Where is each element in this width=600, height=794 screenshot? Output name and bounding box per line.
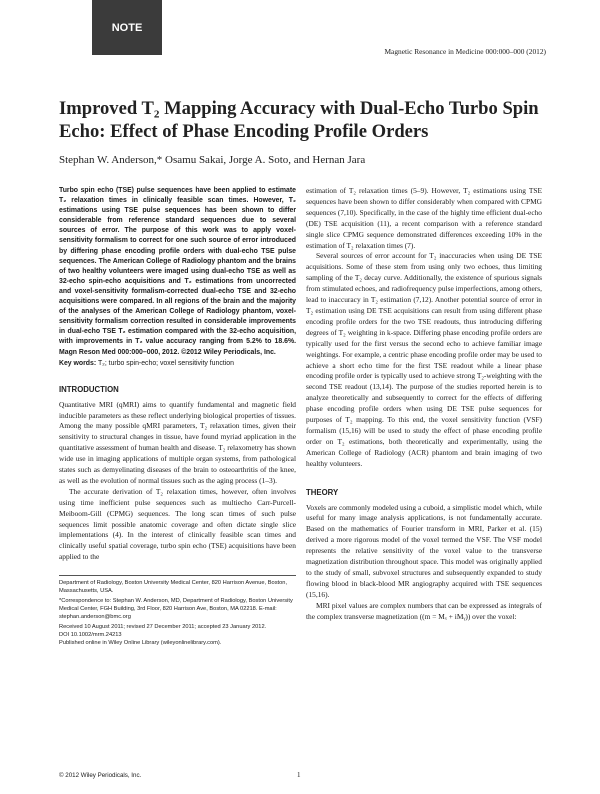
keywords-text: T₂; turbo spin-echo; voxel sensitivity function	[96, 359, 234, 367]
author-list: Stephan W. Anderson,* Osamu Sakai, Jorge A. Soto, and Hernan Jara	[59, 154, 366, 166]
section-heading-theory: THEORY	[306, 487, 339, 497]
article-title: Improved T₂ Mapping Accuracy with Dual-Echo Turbo Spin Echo: Effect of Phase Encoding Profile Orders	[59, 98, 539, 142]
doi: DOI 10.1002/mrm.24213	[59, 632, 122, 639]
footnote-divider	[59, 575, 296, 576]
abstract: Turbo spin echo (TSE) pulse sequences have been applied to estimate T₂ relaxation times in clinically feasible scan times. However, T₂ estimations using TSE pulse sequences has been shown to differ considerable from reference standard sequences due to several sources of error. The purpose of this work was to apply voxel-sensitivity formalism to correct for one such source of error introduced by differing phase encoding profile orders with dual-echo TSE pulse sequences. The American College of Radiology phantom and the brains of two healthy volunteers were imaged using dual-echo TSE as well as 32-echo spin-echo acquisitions and T₂ estimations from uncorrected and voxel-sensitivity formalism-corrected dual-echo TSE and 32-echo acquisitions were compared. In all regions of the brain and the majority of the analyses of the American College of Radiology phantom, voxel-sensitivity formalism correction resulted in considerable improvements in dual-echo TSE T₂ estimation compared with the 32-echo acquisition, with improvements in T₂ value accuracy ranging from 5.2% to 18.6%. Magn Reson Med 000:000–000, 2012. ©2012 Wiley Periodicals, Inc.	[59, 187, 296, 356]
paragraph: The accurate derivation of T₂ relaxation times, however, often involves using time inefficient pulse sequences such as multiecho Carr-Purcell-Meiboom-Gill (CPMG) sequences. The long scan times of such pulse sequences limit possible anatomic coverage and often dictate single slice implementations (4). In the interest of clinically feasible scan times and clinically useful spatial coverage, turbo spin echo (TSE) acquisitions have been applied to the	[59, 486, 296, 562]
correspondence: *Correspondence to: Stephan W. Anderson, MD, Department of Radiology, Boston University Medical Center, FGH Building, 3rd Floor, 820 Harrison Ave, Boston, MA 02218. E-mail: stephan.anderson@bmc.org	[59, 598, 293, 621]
paragraph: Quantitative MRI (qMRI) aims to quantify fundamental and magnetic field inducible parameters as these reflect underlying biological properties of tissues. Among the many possible qMRI parameters, T₂ relaxation times, given their sensitivity to structural changes in tissue, have found myriad application in the quantitative assessment of human health and disease. T₂ relaxometry has shown wide use in imaging applications of multiple organ systems, from pathological states such as demyelinating diseases of the brain to osteoarthritis of the knee, as well as the evolution of normal tissues such as the aging process (1–3).	[59, 399, 296, 485]
copyright: © 2012 Wiley Periodicals, Inc.	[59, 772, 142, 779]
keywords	[59, 360, 296, 367]
paragraph: estimation of T₂ relaxation times (5–9). However, T₂ estimations using TSE sequences have been shown to differ considerably when compared with CPMG sequences (7,10). Specifically, in the case of the highly time efficient dual-echo (DE) TSE acquisition (11), a recent comparison with a reference standard single slice CPMG sequence demonstrated differences exceeding 10% in the estimation of T₂ relaxation times (7).	[306, 186, 542, 250]
page-number: 1	[297, 771, 301, 779]
keywords-label: Key words:	[59, 359, 97, 367]
paragraph: Voxels are commonly modeled using a cuboid, a simplistic model which, while useful for many image analysis applications, is not fundamentally accurate. Based on the mathematics of Fourier transform in MRI, Parker et al. (15) derived a more rigorous model of the voxel termed the VSF. The VSF model represents the relative sensitivity of the voxel value to the transverse magnetization distribution throughout space. This model was originally applied to the study of small, subvoxel structures and subsequently expanded to study flowing blood in black-blood MR angiography acquired with TSE sequences (15,16).	[306, 502, 542, 599]
journal-citation: Magnetic Resonance in Medicine 000:000–000 (2012)	[384, 47, 546, 56]
published-online: Published online in Wiley Online Library (wileyonlinelibrary.com).	[59, 640, 222, 647]
received-dates: Received 10 August 2011; revised 27 December 2011; accepted 23 January 2012.	[59, 624, 267, 631]
left-column	[59, 186, 296, 647]
right-column	[306, 186, 542, 623]
paragraph: MRI pixel values are complex numbers that can be expressed as integrals of the complex transverse magnetization ((m = Mₓ + iMᵧ)) over the voxel:	[306, 600, 542, 621]
section-heading-introduction: INTRODUCTION	[59, 384, 119, 394]
affiliation: Department of Radiology, Boston University Medical Center, 820 Harrison Avenue, Boston, Massachusetts, USA.	[59, 580, 288, 595]
note-label: NOTE	[92, 0, 162, 55]
paragraph: Several sources of error account for T₂ inaccuracies when using DE TSE acquisitions. Some of these stem from using only two echoes, thus limiting sampling of the T₂ decay curve. Additionally, the existence of spurious signals from stimulated echoes, and radiofrequency pulse imperfections, among others, lead to inaccuracy in T₂ estimation (7,12). Another potential source of error in T₂ estimation using DE TSE acquisitions can result from using different phase encoding profile orders for the two TSE readouts, thus introducing differing degrees of T₂ weighting in k-space. Differing phase encoding profile orders are typically used for the first versus the second echo to achieve familiar image weightings. For example, a centric phase encoding profile order may be used to achieve a short echo time for the first TSE readout while a linear phase encoding profile order is typically used to achieve strong T₂-weighting with the second TSE readout (13,14). The purpose of the studies reported herein is to analyze theoretically and subsequently to correct for the effects of differing phase encoding profile orders when using DE TSE pulse sequences for purposes of T₂ mapping. To this end, the voxel sensitivity function (VSF) formalism (15,16) will be used to study the effect of phase encoding profile order on T₂ estimations, both theoretically and experimentally, using the American College of Radiology (ACR) phantom and brain imaging of two healthy volunteers.	[306, 251, 542, 468]
